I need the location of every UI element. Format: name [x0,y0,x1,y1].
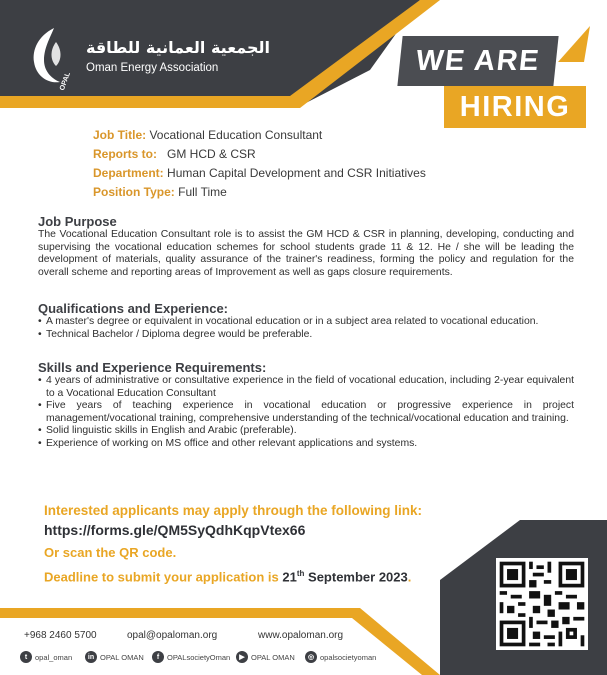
department-label: Department: [93,166,164,180]
list-item: • Technical Bachelor / Diploma degree would be preferable. [38,329,574,342]
deadline-day: 21 [282,569,297,585]
deadline-date: September 2023 [304,569,408,585]
department-value: Human Capital Development and CSR Initiatives [167,166,426,180]
skills-list [38,375,574,450]
list-item: • Solid linguistic skills in English and Arabic (preferable). [38,425,574,438]
skills-section [38,360,574,450]
social-facebook[interactable] [152,650,230,664]
social-instagram[interactable] [305,650,376,664]
social-linkedin[interactable] [85,650,144,664]
position-type-row [93,183,426,202]
contact-phone[interactable]: +968 2460 5700 [24,630,97,641]
org-name-english: Oman Energy Association [86,62,219,74]
social-handle: opalsocietyoman [320,652,377,662]
contact-website[interactable]: www.opaloman.org [258,630,344,641]
job-title-label: Job Title: [93,128,147,142]
job-purpose-text: The Vocational Education Consultant role is to assist the GM HCD & CSR in planning, developing, conducting and supervising the vocational education schemes for school students grade 11 & 12. He / she will be leading the development of materials, quality assurance of the trainer's readiness, forming the policy and regulation for the overall scheme and reporting areas of Improvement as well as gaps closure requirements. [38,229,574,278]
social-handle: OPALsocietyOman [167,652,231,662]
job-purpose-heading: Job Purpose [38,214,117,229]
org-name-arabic: الجمعية العمانية للطاقة [86,38,270,57]
job-title-value: Vocational Education Consultant [149,128,323,142]
job-purpose-section [38,214,574,279]
qualifications-heading: Qualifications and Experience: [38,301,228,316]
department-row [93,164,426,183]
org-brand [28,24,270,94]
qualifications-list [38,316,574,341]
instagram-icon: ◎ [305,651,317,663]
qualifications-section [38,301,574,341]
list-item: • 4 years of administrative or consultative experience in the field of vocational education, including 2-year equivalent to a Vocational Education Consultant [38,375,574,400]
linkedin-icon: in [85,651,97,663]
twitter-icon: t [20,651,32,663]
we-are-banner: WE ARE [397,36,558,86]
social-youtube[interactable] [236,650,295,664]
social-handle: opal_oman [35,652,73,662]
social-handle: OPAL OMAN [251,652,295,662]
position-type-value: Full Time [178,185,227,199]
job-meta [93,126,426,202]
skills-heading: Skills and Experience Requirements: [38,360,267,375]
logo-text: OPAL [58,71,72,92]
youtube-icon: ▶ [236,651,248,663]
list-item: • A master's degree or equivalent in vocational education or in a subject area related to vocational education. [38,316,574,329]
facebook-icon: f [152,651,164,663]
social-twitter[interactable] [20,650,72,664]
contact-email[interactable]: opal@opaloman.org [127,630,218,641]
apply-instructions: Interested applicants may apply through the following link: [44,503,423,518]
triangle-accent-icon [550,22,594,64]
reports-to-value: GM HCD & CSR [167,147,256,161]
list-item: • Experience of working on MS office and other relevant applications and systems. [38,438,574,451]
scan-qr-text: Or scan the QR code. [44,545,177,560]
qr-code[interactable] [496,558,588,650]
reports-to-row [93,145,426,164]
position-type-label: Position Type: [93,185,175,199]
hiring-banner: HIRING [444,86,586,128]
job-title-row [93,126,426,145]
application-link[interactable]: https://forms.gle/QM5SyQdhKqpVtex66 [44,522,306,538]
qr-code-icon [496,558,588,650]
deadline-prefix: Deadline to submit your application is [44,569,283,585]
list-item: • Five years of teaching experience in vocational education or progressive experience in project management/vocational training, comprehensive understanding of the technical/vocational education and training. [38,400,574,425]
reports-to-label: Reports to: [93,147,157,161]
deadline-day-suffix: th [296,569,305,578]
deadline-period: . [407,569,412,585]
social-handle: OPAL OMAN [100,652,144,662]
